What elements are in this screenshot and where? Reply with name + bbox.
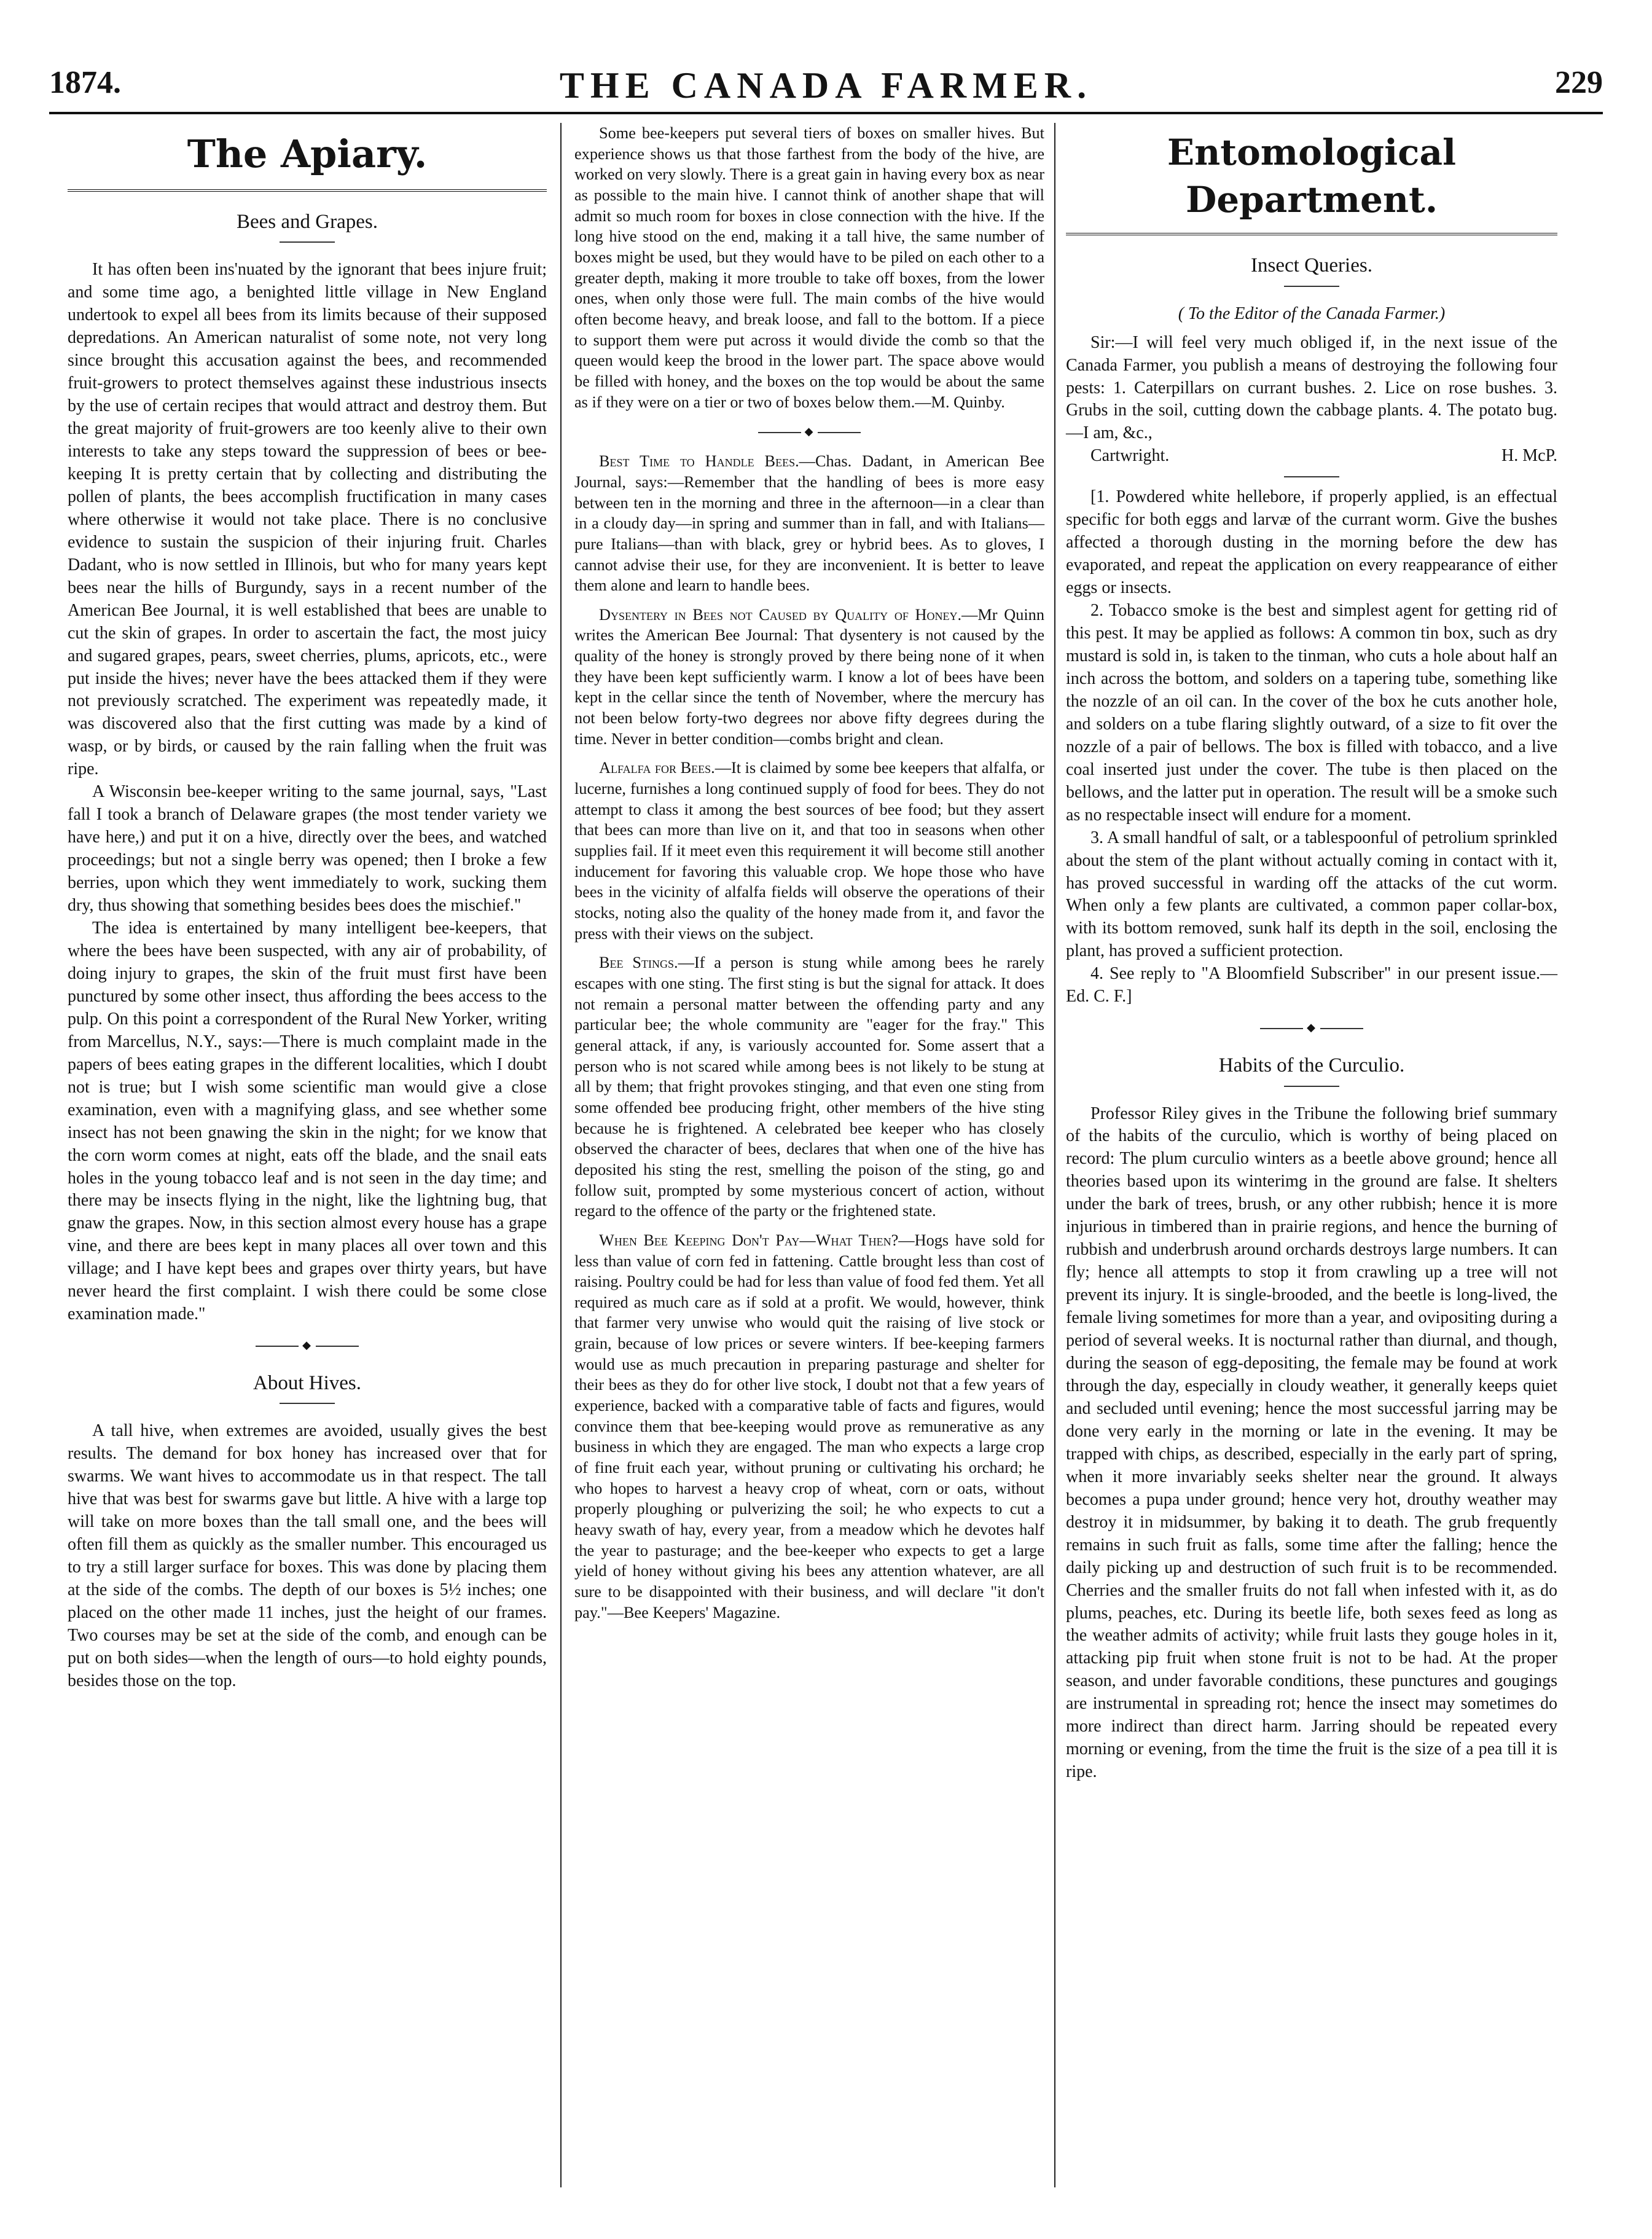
article-paragraph: A Wisconsin bee-keeper writing to the same journal, says, "Last fall I took a branch of Delaware grapes (the most tender variety we have here,) and put it on a hive, directly over the bees, and watched proceedings; but not a single berry was opened; then I broke a few berries, upon which they went immediately to work, sucking them dry, thus showing that something besides bees does the mischief." bbox=[68, 782, 547, 916]
note-text: —Chas. Dadant, in American Bee Journal, says:—Remember that the handling of bees is more easy between ten in the morning and three in the afternoon—in a clear than in a cloudy day—in spring and summer than in fall, and with Italians—pure Italians—than with black, grey or hybrid bees. As to gloves, I cannot advise their use, for they are inconvenient. It is better to leave them alone and learn to handle bees. bbox=[574, 452, 1044, 595]
section-title: Bees and Grapes. bbox=[68, 209, 547, 243]
letter-signature bbox=[1066, 445, 1557, 468]
article-paragraph: A tall hive, when extremes are avoided, usually gives the best results. The demand for box honey has increased over that for swarms. We want hives to accommodate us in that respect. The tall hive that was best for swarms gave but little. A hive with a large top will take on more boxes than the tall small one, and the bees will often fill them as quickly as the smaller number. This encouraged us to try a still larger surface for boxes. This was done by placing them at the side of the combs. The depth of our boxes is 5½ inches; one placed on the other made 11 inches, just the height of our frames. Two courses may be set at the side of the comb, and enough can be put on both sides—when the length of ours—to hold eighty pounds, besides those on the top. bbox=[68, 1421, 547, 1690]
short-divider bbox=[1284, 476, 1339, 477]
note-paragraph bbox=[574, 605, 1044, 750]
ornament-divider: ◆ bbox=[574, 425, 1044, 439]
column-bee-notes bbox=[574, 123, 1044, 1623]
issue-year: 1874. bbox=[49, 65, 121, 100]
article-paragraph: Some bee-keepers put several tiers of boxes on smaller hives. But experience shows us that those farthest from the body of the hive, are worked on very slowly. There is a great gain in having every box as near as possible to the main hive. I cannot think of another shape that will admit so much room for boxes in close connection with the hive. If the long hive stood on the end, making it a tall hive, the same number of boxes might be used, but they would have to be piled on each other to a greater depth, making it more trouble to take off boxes, from the lower ones, when only those were full. The main combs of the hive would often become heavy, and break loose, and fall to the bottom. If a piece to support them were put across it would divide the comb so that the queen would keep the brood in the lower part. The space above would be filled with honey, and the boxes on the top would be about the same as if they were on a tier or two of boxes below them.—M. Quinby. bbox=[574, 124, 1044, 411]
column-apiary bbox=[68, 129, 547, 1693]
newspaper-title: THE CANADA FARMER. bbox=[559, 65, 1093, 106]
column-divider-2 bbox=[1054, 123, 1055, 2187]
note-paragraph bbox=[574, 1230, 1044, 1623]
article-paragraph: It has often been ins'nuated by the ignorant that bees injure fruit; and some time ago, a benighted little village in New England undertook to expel all bees from its limits because of their supposed depredations. An American naturalist of some note, not very long since brought this accusation against the bees, and recommended fruit-growers to protect themselves against these industrious insects by the use of certain recipes that would attract and destroy them. But the great majority of fruit-growers are too keenly alive to their own interests to take any steps toward the suppression of bees or bee-keeping It is pretty certain that by collecting and distributing the pollen of plants, the bees accomplish fructification in many cases where otherwise it would not take place. There is no conclusive evidence to sustain the suspicion of their injuring fruit. Charles Dadant, who is now settled in Illinois, but who for many years kept bees near the hills of Burgundy, says in a recent number of the American Bee Journal, it is well established that bees are unable to cut the skin of grapes. In order to ascertain the fact, the most juicy and sugared grapes, pears, sweet cherries, plums, apricots, etc., were put inside the hives; never have the bees attacked them if they were not previously scratched. The experiment was repeatedly made, it was discovered also that the first cutting was made by a kind of wasp, or by birds, or caused by the rain falling when the fruit was ripe. bbox=[68, 260, 547, 779]
signature-place: Cartwright. bbox=[1090, 446, 1170, 466]
note-text: —Hogs have sold for less than value of corn fed in fattening. Cattle brought less than cost of raising. Poultry could be had for less than value of food fed them. Yet all required as much care as if sold at a profit. We would, however, think that farmer very unwise who would quit the raising of live stock or grain, because of low prices or severe winters. If bee-keeping farmers would use as much precaution in preparing pasturage and shelter for their bees as they do for other live stock, I doubt not that a few years of experience, backed with a comparative table of facts and figures, would convince them that bee-keeping would prove as remunerative as any business in which they are engaged. The man who expects a large crop of fine fruit each year, without pruning or cultivating his orchard; he who hopes to harvest a heavy crop of wheat, corn or oats, without properly ploughing or pulverizing the soil; he who expects to cut a heavy swath of hay, every year, from a meadow which he devotes half the year to pasturage; and the bee-keeper who expects to get a large yield of honey without giving his bees any attention whatever, are all sure to be disappointed with their business, and will declare "it don't pay."—Bee Keepers' Magazine. bbox=[574, 1231, 1044, 1621]
ornament-divider: ◆ bbox=[68, 1338, 547, 1353]
reply-paragraph: 4. See reply to "A Bloomfield Subscriber" in our present issue.—Ed. C. F.] bbox=[1066, 964, 1557, 1006]
department-title: Entomological Department. bbox=[1066, 129, 1557, 235]
reply-paragraph: 3. A small handful of salt, or a tablespoonful of petrolium sprinkled about the stem of the plant without actually coming in contact with it, has proved successful in warding off the attacks of the cut worm. When only a few plants are cultivated, a common paper collar-box, with its bottom removed, sunk half its depth in the soil, enclosing the plant, has proved a sufficient protection. bbox=[1066, 828, 1557, 961]
header-rule bbox=[49, 112, 1603, 114]
section-title: About Hives. bbox=[68, 1370, 547, 1405]
run-in-heading: Best Time to Handle Bees. bbox=[599, 452, 799, 471]
run-in-heading: When Bee Keeping Don't Pay—What Then? bbox=[599, 1231, 899, 1249]
note-paragraph bbox=[574, 952, 1044, 1221]
department-title: The Apiary. bbox=[68, 129, 547, 192]
note-text: —If a person is stung while among bees he rarely escapes with one sting. The first sting is but the signal for attack. It does not remain a personal matter between the offending party and any particular bee; the whole community are "eager for the fray." This general attack, if any, is variously accounted for. Some assert that a person who is not scared while among bees is not likely to be stung at all by them; that fright provokes stinging, and that even one sting from some offended bee producing fright, other members of the hive sting because he is frightened. A celebrated bee keeper who has closely observed the character of bees, declares that when one of the hive has deposited his sting the rest, smelling the poison of the sting, go and follow suit, prompted by some mysterious concert of action, without regard to the offence of the party or the frightened state. bbox=[574, 954, 1044, 1220]
note-paragraph bbox=[574, 758, 1044, 944]
note-text: —It is claimed by some bee keepers that alfalfa, or lucerne, furnishes a long continued supply of food for bees. They do not attempt to class it among the best sources of bee food; but they assert that bees can more than live on it, and that too in seasons when other supplies fail. If it meet even this requirement it will become still another inducement for favoring this valuable crop. We hope those who have bees in the vicinity of alfalfa fields will observe the operations of their stocks, noting also the quality of the honey made from it, and favor the press with their views on the subject. bbox=[574, 759, 1044, 943]
run-in-heading: Dysentery in Bees not Caused by Quality of Honey. bbox=[599, 605, 962, 624]
page-number: 229 bbox=[1555, 65, 1603, 100]
editor-address: ( To the Editor of the Canada Farmer.) bbox=[1178, 304, 1446, 323]
article-paragraph: Professor Riley gives in the Tribune the following brief summary of the habits of the curculio, which is worthy of being placed on record: The plum curculio winters as a beetle above ground; hence all theories based upon its winterimg in the ground are false. It shelters under the bark of trees, brush, or any other rubbish; hence it is more injurious in timbered than in prairie regions, and hence the burning of rubbish and underbrush around orchards destroys large numbers. It can fly; hence all attempts to stop it from crawling up a tree will not prevent its injury. It is single-brooded, and the beetle is long-lived, the female living sometimes for more than a year, and ovipositing during a period of several weeks. It is nocturnal rather than diurnal, and though, during the season of egg-depositing, the female may be found at work through the day, especially in cloudy weather, it generally keeps quiet and secluded until evening; hence the most successful jarring may be done very early in the morning or late in the evening. It may be trapped with chips, as described, especially in the early part of spring, when it more invariably seeks shelter near the ground. It always becomes a pupa under ground; hence very hot, drouthy weather may destroy it in midsummer, by baking it to death. The grub frequently remains in such fruit as falls, some time after the falling; hence the daily picking up and destruction of such fruit is to be recommended. Cherries and the smaller fruits do not fall when infested with it, as do plums, peaches, etc. During its beetle life, both sexes feed as long as the weather admits of activity; while fruit lasts they gouge holes in it, attacking pip fruit when stone fruit is not to be had. At the proper season, and under favorable conditions, these punctures and gougings are instrumental in spreading rot; hence the insect may sometimes do more indirect than direct harm. Jarring should be repeated every morning or evening, from the time the fruit is the size of a pea till it is ripe. bbox=[1066, 1104, 1557, 1782]
section-title: Habits of the Curculio. bbox=[1066, 1053, 1557, 1087]
column-entomology bbox=[1066, 129, 1557, 1784]
note-paragraph bbox=[574, 451, 1044, 596]
signature-name: H. McP. bbox=[1501, 446, 1557, 466]
run-in-heading: Bee Stings. bbox=[599, 954, 678, 972]
letter-text: Sir:—I will feel very much obliged if, in the next issue of the Canada Farmer, you publish a means of destroying the following four pests: 1. Caterpillars on currant bushes. 2. Lice on rose bushes. 3. Grubs in the soil, cutting down the cabbage plants. 4. The potato bug.—I am, &c., bbox=[1066, 332, 1557, 443]
note-text: —Mr Quinn writes the American Bee Journal: That dysentery is not caused by the quality of the honey is strongly proved by there being none of it when they have been kept sufficiently warm. I know a lot of bees have been kept in the cellar since the tenth of November, where the mercury has not been below forty-two degrees nor above fifty degrees during the time. Never in better condition—combs bright and clean. bbox=[574, 605, 1044, 748]
reply-paragraph: 2. Tobacco smoke is the best and simplest agent for getting rid of this pest. It may be applied as follows: A common tin box, such as dry mustard is sold in, is taken to the tinman, who cuts a hole about half an inch across the bottom, and solders on a tapering tube, something like the nozzle of an oil can. In the cover of the box he cuts another hole, and solders on a tube flaring slightly outward, of a size to fit over the nozzle of a pair of bellows. The box is filled with tobacco, and a live coal inserted just under the cover. The tube is then placed on the bellows, and the latter put in operation. The result will be a smoke such as no respectable insect will endure for a moment. bbox=[1066, 601, 1557, 825]
article-paragraph: The idea is entertained by many intelligent bee-keepers, that where the bees have been suspected, with any air of probability, of doing injury to grapes, the skin of the fruit must first have been punctured by some other insect, thus affording the bees access to the pulp. On this point a correspondent of the Rural New Yorker, writing from Marcellus, N.Y., says:—There is much complaint made in the papers of bees eating grapes in the different localities, which I doubt not is true; but I wish some scientific man would give a close examination, even with a magnifying glass, and see whether some insect has not been gnawing the skin in the night; for we know that the corn worm comes at night, eats off the blade, and the snail eats holes in the young tobacco leaf and is not seen in the day time; and there may be insects flying in the night, like the lightning bug, that gnaw the grapes. Now, in this section almost every house has a grape vine, and there are bees kept in many places all over town and this village; and I have kept bees and grapes over thirty years, but have never heard the first complaint. I wish there could be some close examination made." bbox=[68, 919, 547, 1324]
column-divider-1 bbox=[560, 123, 562, 2187]
section-title: Insect Queries. bbox=[1066, 253, 1557, 287]
reply-paragraph: [1. Powdered white hellebore, if properly applied, is an effectual specific for both eggs and larvæ of the currant worm. Give the bushes affected a thorough dusting in the morning before the dew has evaporated, and repeat the application on every reappearance of either eggs or insects. bbox=[1066, 487, 1557, 598]
run-in-heading: Alfalfa for Bees. bbox=[599, 759, 715, 777]
ornament-divider: ◆ bbox=[1066, 1021, 1557, 1035]
